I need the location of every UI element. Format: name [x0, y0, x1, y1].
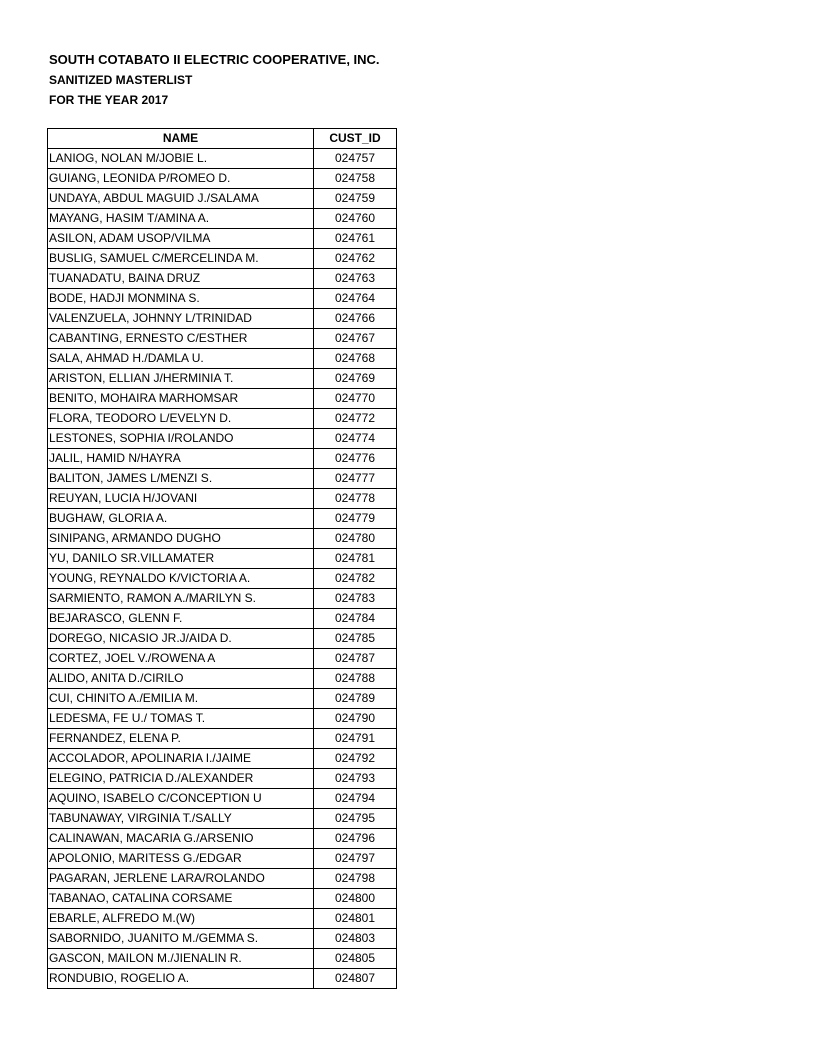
- customer-id-cell: 024800: [314, 889, 397, 909]
- table-row: [48, 769, 397, 789]
- table-row: [48, 889, 397, 909]
- table-row: [48, 869, 397, 889]
- customer-id-cell: 024777: [314, 469, 397, 489]
- customer-id-cell: 024792: [314, 749, 397, 769]
- table-row: [48, 909, 397, 929]
- customer-name-cell: YU, DANILO SR.VILLAMATER: [48, 549, 314, 569]
- customer-name-cell: ASILON, ADAM USOP/VILMA: [48, 229, 314, 249]
- customer-name-cell: GUIANG, LEONIDA P/ROMEO D.: [48, 169, 314, 189]
- table-row: [48, 569, 397, 589]
- table-row: [48, 409, 397, 429]
- masterlist-table: [47, 128, 397, 989]
- customer-id-cell: 024782: [314, 569, 397, 589]
- table-row: [48, 489, 397, 509]
- table-row: [48, 649, 397, 669]
- table-row: [48, 809, 397, 829]
- customer-name-cell: FLORA, TEODORO L/EVELYN D.: [48, 409, 314, 429]
- customer-name-cell: ALIDO, ANITA D./CIRILO: [48, 669, 314, 689]
- customer-name-cell: CUI, CHINITO A./EMILIA M.: [48, 689, 314, 709]
- customer-id-cell: 024780: [314, 529, 397, 549]
- customer-name-cell: GASCON, MAILON M./JIENALIN R.: [48, 949, 314, 969]
- customer-id-cell: 024798: [314, 869, 397, 889]
- customer-name-cell: CALINAWAN, MACARIA G./ARSENIO: [48, 829, 314, 849]
- customer-name-cell: APOLONIO, MARITESS G./EDGAR: [48, 849, 314, 869]
- table-row: [48, 429, 397, 449]
- table-body: [48, 149, 397, 989]
- customer-id-cell: 024796: [314, 829, 397, 849]
- customer-id-cell: 024785: [314, 629, 397, 649]
- customer-id-cell: 024795: [314, 809, 397, 829]
- customer-name-cell: VALENZUELA, JOHNNY L/TRINIDAD: [48, 309, 314, 329]
- customer-id-cell: 024767: [314, 329, 397, 349]
- customer-id-cell: 024793: [314, 769, 397, 789]
- table-row: [48, 729, 397, 749]
- customer-name-cell: FERNANDEZ, ELENA P.: [48, 729, 314, 749]
- table-row: [48, 349, 397, 369]
- customer-name-cell: REUYAN, LUCIA H/JOVANI: [48, 489, 314, 509]
- customer-id-cell: 024757: [314, 149, 397, 169]
- customer-name-cell: SABORNIDO, JUANITO M./GEMMA S.: [48, 929, 314, 949]
- table-row: [48, 929, 397, 949]
- customer-name-cell: BODE, HADJI MONMINA S.: [48, 289, 314, 309]
- customer-id-cell: 024766: [314, 309, 397, 329]
- customer-name-cell: LEDESMA, FE U./ TOMAS T.: [48, 709, 314, 729]
- table-row: [48, 449, 397, 469]
- table-row: [48, 629, 397, 649]
- customer-name-cell: LANIOG, NOLAN M/JOBIE L.: [48, 149, 314, 169]
- table-row: [48, 589, 397, 609]
- customer-name-cell: ACCOLADOR, APOLINARIA I./JAIME: [48, 749, 314, 769]
- customer-id-cell: 024769: [314, 369, 397, 389]
- customer-id-cell: 024803: [314, 929, 397, 949]
- customer-name-cell: TABUNAWAY, VIRGINIA T./SALLY: [48, 809, 314, 829]
- customer-name-cell: ARISTON, ELLIAN J/HERMINIA T.: [48, 369, 314, 389]
- table-row: [48, 969, 397, 989]
- customer-id-cell: 024807: [314, 969, 397, 989]
- table-row: [48, 149, 397, 169]
- customer-name-cell: ELEGINO, PATRICIA D./ALEXANDER: [48, 769, 314, 789]
- customer-id-cell: 024788: [314, 669, 397, 689]
- customer-name-cell: SALA, AHMAD H./DAMLA U.: [48, 349, 314, 369]
- table-row: [48, 689, 397, 709]
- customer-id-cell: 024805: [314, 949, 397, 969]
- table-row: [48, 529, 397, 549]
- customer-id-cell: 024778: [314, 489, 397, 509]
- customer-id-cell: 024797: [314, 849, 397, 869]
- table-row: [48, 709, 397, 729]
- column-header-name: NAME: [48, 129, 314, 149]
- customer-name-cell: BEJARASCO, GLENN F.: [48, 609, 314, 629]
- document-title: SANITIZED MASTERLIST: [49, 73, 193, 87]
- table-row: [48, 309, 397, 329]
- customer-name-cell: BUSLIG, SAMUEL C/MERCELINDA M.: [48, 249, 314, 269]
- document-header: [49, 50, 380, 110]
- table-row: [48, 229, 397, 249]
- customer-name-cell: TABANAO, CATALINA CORSAME: [48, 889, 314, 909]
- customer-name-cell: BENITO, MOHAIRA MARHOMSAR: [48, 389, 314, 409]
- table-row: [48, 469, 397, 489]
- table-row: [48, 209, 397, 229]
- customer-name-cell: SARMIENTO, RAMON A./MARILYN S.: [48, 589, 314, 609]
- customer-id-cell: 024763: [314, 269, 397, 289]
- customer-id-cell: 024764: [314, 289, 397, 309]
- customer-id-cell: 024759: [314, 189, 397, 209]
- customer-id-cell: 024768: [314, 349, 397, 369]
- customer-id-cell: 024770: [314, 389, 397, 409]
- customer-id-cell: 024783: [314, 589, 397, 609]
- customer-name-cell: JALIL, HAMID N/HAYRA: [48, 449, 314, 469]
- table-row: [48, 949, 397, 969]
- table-row: [48, 789, 397, 809]
- table-header-row: [48, 129, 397, 149]
- customer-name-cell: BUGHAW, GLORIA A.: [48, 509, 314, 529]
- customer-name-cell: SINIPANG, ARMANDO DUGHO: [48, 529, 314, 549]
- customer-name-cell: BALITON, JAMES L/MENZI S.: [48, 469, 314, 489]
- table-row: [48, 329, 397, 349]
- table-row: [48, 189, 397, 209]
- column-header-cust-id: CUST_ID: [314, 129, 397, 149]
- table-row: [48, 749, 397, 769]
- customer-id-cell: 024774: [314, 429, 397, 449]
- customer-name-cell: AQUINO, ISABELO C/CONCEPTION U: [48, 789, 314, 809]
- customer-name-cell: CORTEZ, JOEL V./ROWENA A: [48, 649, 314, 669]
- customer-name-cell: MAYANG, HASIM T/AMINA A.: [48, 209, 314, 229]
- customer-id-cell: 024776: [314, 449, 397, 469]
- customer-id-cell: 024758: [314, 169, 397, 189]
- customer-id-cell: 024791: [314, 729, 397, 749]
- table-row: [48, 549, 397, 569]
- customer-id-cell: 024760: [314, 209, 397, 229]
- document-year: FOR THE YEAR 2017: [49, 93, 169, 107]
- customer-id-cell: 024787: [314, 649, 397, 669]
- customer-id-cell: 024789: [314, 689, 397, 709]
- customer-name-cell: YOUNG, REYNALDO K/VICTORIA A.: [48, 569, 314, 589]
- table-row: [48, 849, 397, 869]
- table-row: [48, 369, 397, 389]
- customer-id-cell: 024784: [314, 609, 397, 629]
- customer-name-cell: EBARLE, ALFREDO M.(W): [48, 909, 314, 929]
- table-row: [48, 389, 397, 409]
- customer-id-cell: 024790: [314, 709, 397, 729]
- table-row: [48, 289, 397, 309]
- customer-id-cell: 024779: [314, 509, 397, 529]
- company-name: SOUTH COTABATO II ELECTRIC COOPERATIVE, INC.: [49, 52, 380, 67]
- customer-id-cell: 024761: [314, 229, 397, 249]
- table-row: [48, 669, 397, 689]
- customer-id-cell: 024801: [314, 909, 397, 929]
- customer-name-cell: CABANTING, ERNESTO C/ESTHER: [48, 329, 314, 349]
- customer-id-cell: 024781: [314, 549, 397, 569]
- table-row: [48, 609, 397, 629]
- customer-id-cell: 024794: [314, 789, 397, 809]
- customer-name-cell: RONDUBIO, ROGELIO A.: [48, 969, 314, 989]
- table-row: [48, 169, 397, 189]
- customer-id-cell: 024762: [314, 249, 397, 269]
- table-row: [48, 829, 397, 849]
- customer-name-cell: PAGARAN, JERLENE LARA/ROLANDO: [48, 869, 314, 889]
- customer-name-cell: TUANADATU, BAINA DRUZ: [48, 269, 314, 289]
- table-row: [48, 269, 397, 289]
- customer-id-cell: 024772: [314, 409, 397, 429]
- customer-name-cell: LESTONES, SOPHIA I/ROLANDO: [48, 429, 314, 449]
- table-row: [48, 249, 397, 269]
- table-row: [48, 509, 397, 529]
- customer-name-cell: UNDAYA, ABDUL MAGUID J./SALAMA: [48, 189, 314, 209]
- customer-name-cell: DOREGO, NICASIO JR.J/AIDA D.: [48, 629, 314, 649]
